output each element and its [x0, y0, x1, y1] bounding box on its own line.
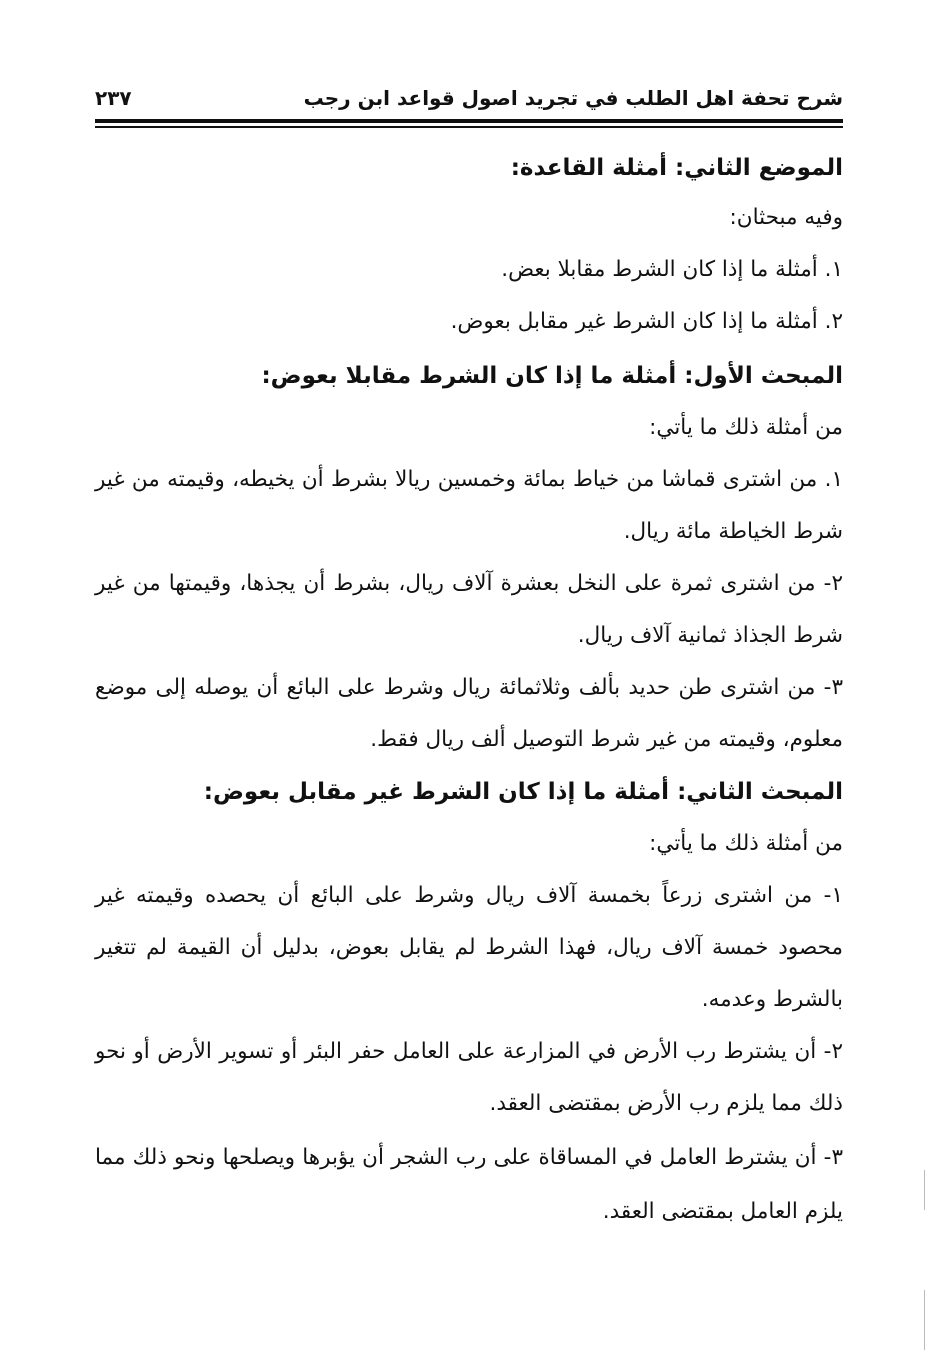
text-line: من أمثلة ذلك ما يأتي: [649, 831, 843, 856]
example-line: ١. من اشترى قماشا من خياط بمائة وخمسين ريالا بشرط أن يخيطه، وقيمته من غير [95, 467, 843, 492]
example-line: ٣- أن يشترط العامل في المساقاة على رب الشجر أن يؤبرها ويصلحها ونحو ذلك مما [95, 1145, 843, 1170]
list-item: ١. أمثلة ما إذا كان الشرط مقابلا بعض. [501, 257, 843, 282]
page-number: ٢٣٧ [95, 86, 132, 110]
example-line: يلزم العامل بمقتضى العقد. [602, 1199, 843, 1224]
example-line: ١- من اشترى زرعاً بخمسة آلاف ريال وشرط على البائع أن يحصده وقيمته غير [95, 883, 843, 908]
example-line: شرط الجذاذ ثمانية آلاف ريال. [577, 623, 843, 648]
example-line: شرط الخياطة مائة ريال. [623, 519, 843, 544]
example-line: ذلك مما يلزم رب الأرض بمقتضى العقد. [489, 1091, 843, 1116]
header-rule-thin [95, 126, 843, 128]
scan-edge-mark [924, 1290, 925, 1350]
scan-edge-mark [924, 1170, 925, 1210]
text-line: وفيه مبحثان: [729, 205, 843, 230]
list-item: ٢. أمثلة ما إذا كان الشرط غير مقابل بعوض. [450, 309, 843, 334]
example-line: محصود خمسة آلاف ريال، فهذا الشرط لم يقابل بعوض، بدليل أن القيمة لم تتغير [95, 935, 843, 960]
subsection-heading: المبحث الثاني: أمثلة ما إذا كان الشرط غير مقابل بعوض: [203, 779, 843, 805]
section-heading: الموضع الثاني: أمثلة القاعدة: [510, 155, 843, 181]
example-line: ٢- أن يشترط رب الأرض في المزارعة على العامل حفر البئر أو تسوير الأرض أو نحو [95, 1039, 843, 1064]
running-header [95, 80, 843, 116]
text-line: من أمثلة ذلك ما يأتي: [649, 415, 843, 440]
example-line: ٣- من اشترى طن حديد بألف وثلاثمائة ريال وشرط على البائع أن يوصله إلى موضع [95, 675, 843, 700]
running-title: شرح تحفة اهل الطلب في تجريد اصول قواعد ابن رجب [303, 86, 843, 110]
header-rule-thick [95, 119, 843, 123]
example-line: بالشرط وعدمه. [701, 987, 843, 1012]
subsection-heading: المبحث الأول: أمثلة ما إذا كان الشرط مقابلا بعوض: [261, 363, 843, 389]
example-line: معلوم، وقيمته من غير شرط التوصيل ألف ريال فقط. [370, 727, 843, 752]
example-line: ٢- من اشترى ثمرة على النخل بعشرة آلاف ريال، بشرط أن يجذها، وقيمتها من غير [95, 571, 843, 596]
